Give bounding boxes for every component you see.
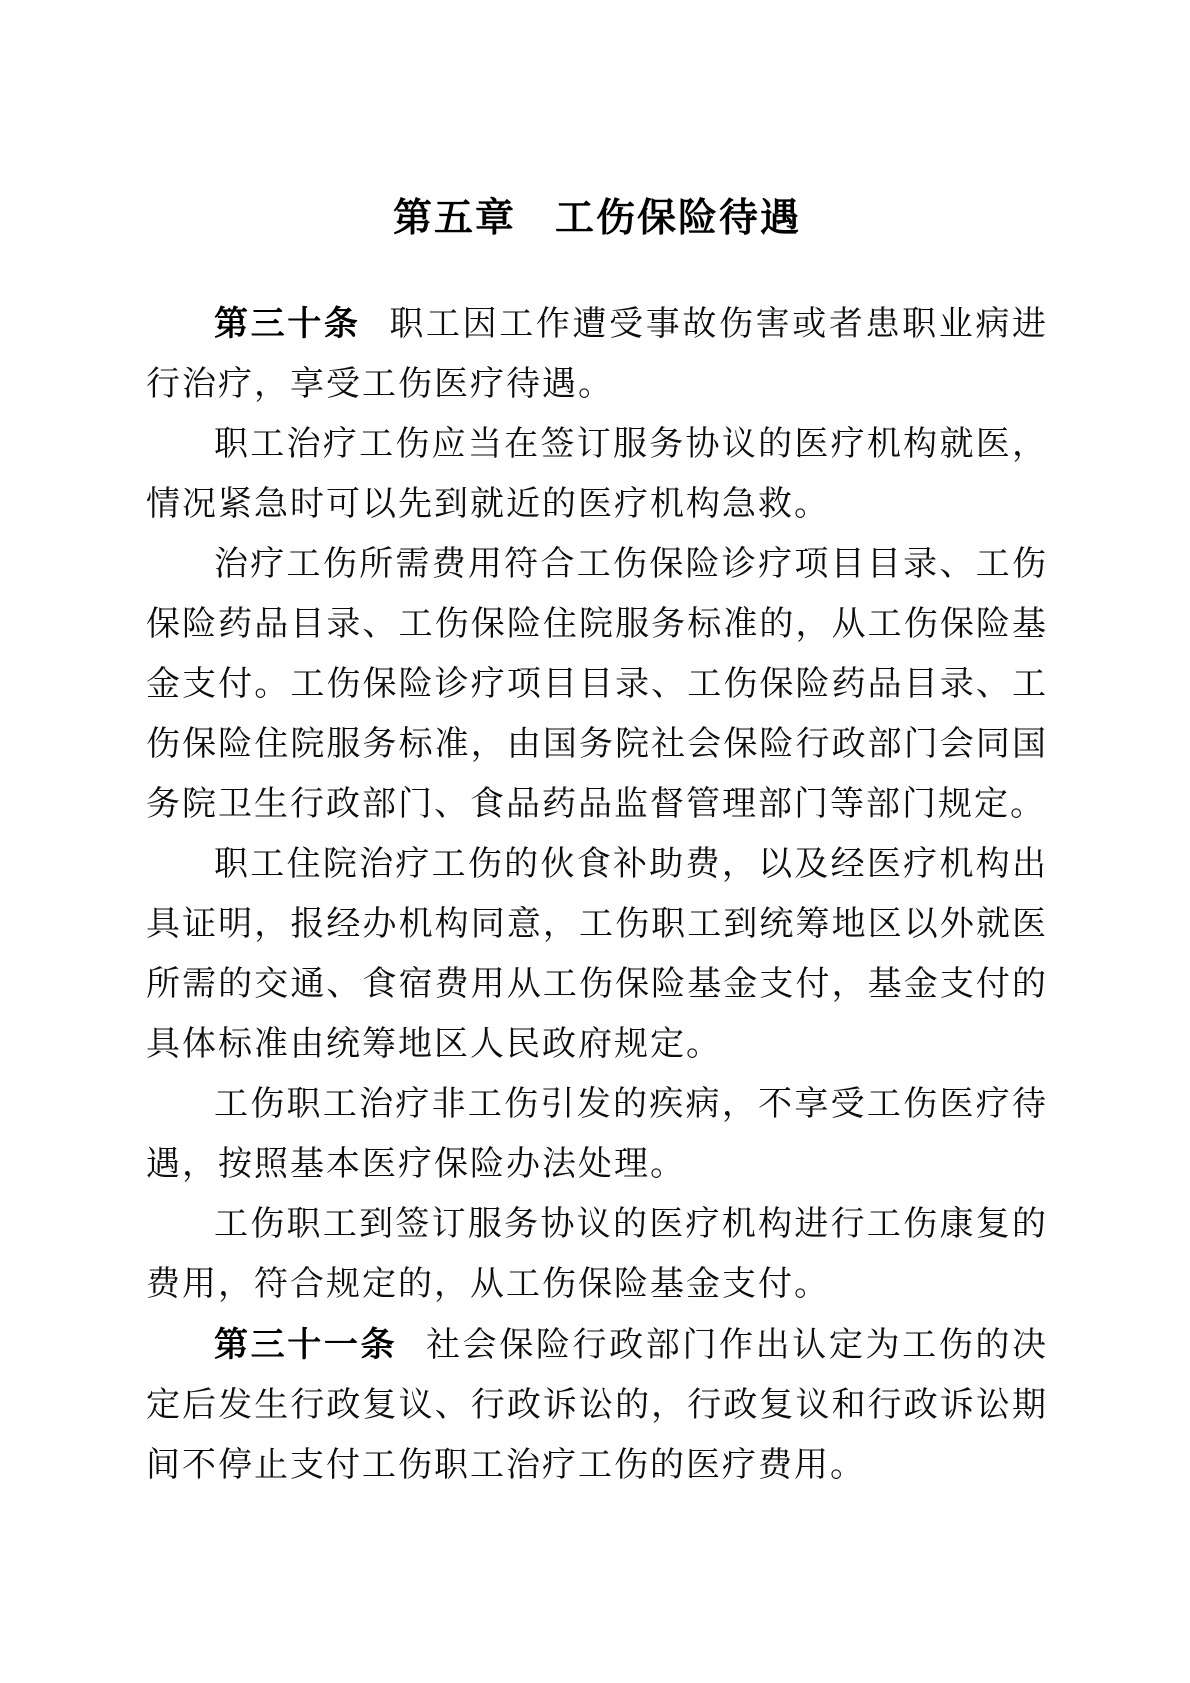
paragraph-text: 工伤职工到签订服务协议的医疗机构进行工伤康复的费用，符合规定的，从工伤保险基金支付。 (146, 1206, 1048, 1303)
paragraph-text: 治疗工伤所需费用符合工伤保险诊疗项目目录、工伤保险药品目录、工伤保险住院服务标准的，从工伤保险基金支付。工伤保险诊疗项目目录、工伤保险药品目录、工伤保险住院服务标准，由国务院社会保险行政部门会同国务院卫生行政部门、食品药品监督管理部门等部门规定。 (146, 546, 1048, 823)
chapter-label: 第五章 (392, 197, 516, 240)
paragraph (146, 1195, 1048, 1315)
paragraph (146, 294, 1048, 415)
chapter-title: 工伤保险待遇 (555, 197, 802, 240)
paragraph (146, 835, 1048, 1075)
article-number: 第三十条 (214, 305, 361, 343)
paragraph (146, 1315, 1048, 1496)
paragraph-text: 社会保险行政部门作出认定为工伤的决定后发生行政复议、行政诉讼的，行政复议和行政诉讼期间不停止支付工伤职工治疗工伤的医疗费用。 (146, 1327, 1049, 1484)
article-number: 第三十一条 (214, 1326, 398, 1364)
paragraph (146, 535, 1048, 835)
paragraph-text: 工伤职工治疗非工伤引发的疾病，不享受工伤医疗待遇，按照基本医疗保险办法处理。 (146, 1086, 1048, 1183)
paragraph-text: 职工治疗工伤应当在签订服务协议的医疗机构就医，情况紧急时可以先到就近的医疗机构急救。 (146, 426, 1048, 523)
document-body (146, 294, 1048, 1496)
paragraph-text: 职工住院治疗工伤的伙食补助费，以及经医疗机构出具证明，报经办机构同意，工伤职工到统筹地区以外就医所需的交通、食宿费用从工伤保险基金支付，基金支付的具体标准由统筹地区人民政府规定。 (146, 846, 1048, 1063)
paragraph (146, 1075, 1048, 1195)
chapter-heading (146, 196, 1048, 242)
paragraph-text: 职工因工作遭受事故伤害或者患职业病进行治疗，享受工伤医疗待遇。 (146, 306, 1049, 403)
paragraph (146, 415, 1048, 535)
